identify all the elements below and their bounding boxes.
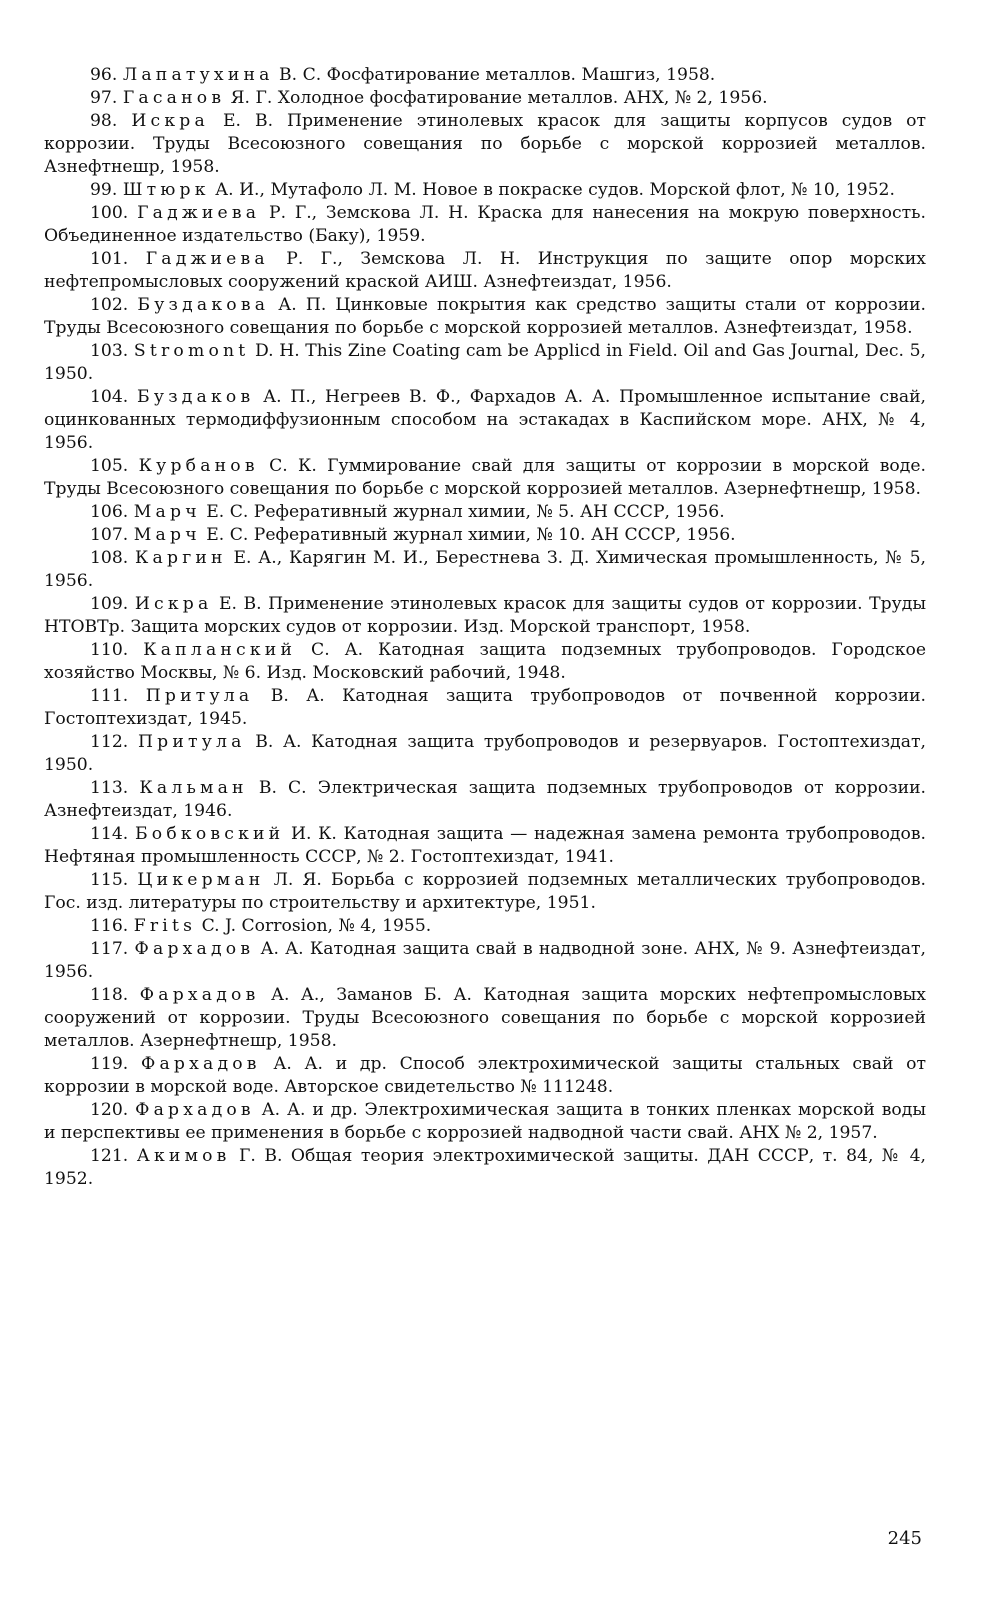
reference-number: 96.	[90, 65, 118, 85]
reference-author: Буздакова	[137, 295, 270, 315]
reference-number: 108.	[90, 548, 129, 568]
reference-text: В. А. Катодная защита трубопроводов и резервуаров. Гостоптехиздат, 1950.	[44, 732, 926, 775]
reference-number: 99.	[90, 180, 118, 200]
reference-text: D. H. This Zine Coating cam be Applicd in Field. Oil and Gas Journal, Dec. 5, 1950.	[44, 341, 926, 384]
reference-text: А. А. Катодная защита свай в надводной зоне. АНХ, № 9. Азнефтеиздат, 1956.	[44, 939, 926, 982]
reference-item	[44, 524, 926, 547]
reference-number: 112.	[90, 732, 129, 752]
reference-number: 114.	[90, 824, 129, 844]
reference-number: 110.	[90, 640, 129, 660]
reference-author: Буздаков	[137, 387, 255, 407]
reference-number: 100.	[90, 203, 129, 223]
reference-number: 104.	[90, 387, 129, 407]
reference-author: Лапатухина	[122, 65, 274, 85]
reference-author: Марч	[133, 525, 201, 545]
reference-number: 102.	[90, 295, 129, 315]
reference-author: Бобковский	[134, 824, 285, 844]
reference-item	[44, 64, 926, 87]
reference-item	[44, 547, 926, 593]
reference-author: Гаджиева	[145, 249, 269, 269]
reference-number: 106.	[90, 502, 129, 522]
reference-text: Е. В. Применение этинолевых красок для защиты судов от коррозии. Труды НТОВТр. Защита морских судов от коррозии. Изд. Морской транспорт, 1958.	[44, 594, 926, 637]
reference-author: Притула	[137, 732, 246, 752]
reference-text: Е. С. Реферативный журнал химии, № 5. АН СССР, 1956.	[200, 502, 725, 522]
reference-number: 105.	[90, 456, 129, 476]
reference-number: 120.	[90, 1100, 129, 1120]
reference-text: Р. Г., Земскова Л. Н. Краска для нанесения на мокрую поверхность. Объединенное издательство (Баку), 1959.	[44, 203, 926, 246]
reference-number: 117.	[90, 939, 129, 959]
reference-text: А. А. и др. Способ электрохимической защиты стальных свай от коррозии в морской воде. Авторское свидетельство № 111248.	[44, 1054, 926, 1097]
reference-item	[44, 984, 926, 1053]
reference-number: 101.	[90, 249, 129, 269]
reference-text: А. П., Негреев В. Ф., Фархадов А. А. Промышленное испытание свай, оцинкованных термодиффузионным способом на эстакадах в Каспийском море. АНХ, № 4, 1956.	[44, 387, 926, 453]
reference-author: Капланский	[143, 640, 297, 660]
reference-author: Искра	[134, 594, 213, 614]
reference-number: 107.	[90, 525, 129, 545]
reference-text: А. П. Цинковые покрытия как средство защиты стали от коррозии. Труды Всесоюзного совещания по борьбе с морской коррозией металлов. Азнефтеиздат, 1958.	[44, 295, 926, 338]
reference-text: C. J. Corrosion, № 4, 1955.	[196, 916, 432, 936]
reference-author: Гаджиева	[137, 203, 261, 223]
reference-author: Акимов	[136, 1146, 231, 1166]
reference-author: Гасанов	[122, 88, 226, 108]
reference-text: А. А., Заманов Б. А. Катодная защита морских нефтепромысловых сооружений от коррозии. Труды Всесоюзного совещания по борьбе с морской коррозией металлов. Азернефтнешр, 1958.	[44, 985, 927, 1051]
reference-text: Р. Г., Земскова Л. Н. Инструкция по защите опор морских нефтепромысловых сооружений краской АИШ. Азнефтеиздат, 1956.	[44, 249, 926, 292]
reference-text: И. К. Катодная защита — надежная замена ремонта трубопроводов. Нефтяная промышленность СССР, № 2. Гостоптехиздат, 1941.	[44, 824, 927, 867]
reference-author: Курбанов	[138, 456, 259, 476]
reference-text: А. И., Мутафоло Л. М. Новое в покраске судов. Морской флот, № 10, 1952.	[209, 180, 895, 200]
reference-author: Каргин	[135, 548, 227, 568]
reference-text: В. С. Электрическая защита подземных трубопроводов от коррозии. Азнефтеиздат, 1946.	[44, 778, 926, 821]
reference-item	[44, 823, 926, 869]
reference-item	[44, 294, 926, 340]
reference-item	[44, 915, 926, 938]
reference-item	[44, 869, 926, 915]
reference-number: 109.	[90, 594, 129, 614]
reference-item	[44, 593, 926, 639]
reference-author: Фархадов	[139, 985, 260, 1005]
reference-author: Stromont	[133, 341, 250, 361]
reference-text: В. С. Фосфатирование металлов. Машгиз, 1958.	[273, 65, 716, 85]
reference-item	[44, 639, 926, 685]
reference-author: Кальман	[139, 778, 248, 798]
reference-number: 116.	[90, 916, 129, 936]
reference-item	[44, 386, 926, 455]
reference-item	[44, 340, 926, 386]
reference-number: 118.	[90, 985, 129, 1005]
reference-item	[44, 777, 926, 823]
reference-item	[44, 87, 926, 110]
reference-number: 98.	[90, 111, 118, 131]
reference-author: Фархадов	[140, 1054, 261, 1074]
reference-number: 113.	[90, 778, 129, 798]
reference-number: 121.	[90, 1146, 129, 1166]
reference-item	[44, 1145, 926, 1191]
reference-author: Фархадов	[134, 939, 255, 959]
reference-author: Фархадов	[135, 1100, 255, 1120]
reference-text: В. А. Катодная защита трубопроводов от почвенной коррозии. Гостоптехиздат, 1945.	[44, 686, 926, 729]
reference-number: 111.	[90, 686, 129, 706]
reference-author: Штюрк	[122, 180, 210, 200]
reference-item	[44, 202, 926, 248]
reference-text: Е. С. Реферативный журнал химии, № 10. АН СССР, 1956.	[200, 525, 736, 545]
reference-text: Е. В. Применение этинолевых красок для защиты корпусов судов от коррозии. Труды Всесоюзного совещания по борьбе с морской коррозией металлов. Азнефтнешр, 1958.	[44, 111, 926, 177]
reference-item	[44, 1053, 926, 1099]
reference-item	[44, 938, 926, 984]
reference-item	[44, 1099, 926, 1145]
reference-item	[44, 685, 926, 731]
reference-item	[44, 179, 926, 202]
reference-number: 103.	[90, 341, 129, 361]
reference-text: Л. Я. Борьба с коррозией подземных металлических трубопроводов. Гос. изд. литературы по строительству и архитектуре, 1951.	[44, 870, 926, 913]
reference-number: 97.	[90, 88, 118, 108]
reference-item	[44, 455, 926, 501]
page-number: 245	[887, 1528, 922, 1549]
reference-text: Я. Г. Холодное фосфатирование металлов. АНХ, № 2, 1956.	[225, 88, 768, 108]
reference-item	[44, 501, 926, 524]
reference-text: Е. А., Карягин М. И., Берестнева З. Д. Химическая промышленность, № 5, 1956.	[44, 548, 926, 591]
reference-item	[44, 731, 926, 777]
reference-author: Притула	[145, 686, 254, 706]
reference-text: С. А. Катодная защита подземных трубопроводов. Городское хозяйство Москвы, № 6. Изд. Московский рабочий, 1948.	[44, 640, 926, 683]
reference-number: 115.	[90, 870, 129, 890]
reference-author: Искра	[131, 111, 209, 131]
reference-item	[44, 248, 926, 294]
reference-author: Frits	[133, 916, 197, 936]
reference-author: Цикерман	[137, 870, 265, 890]
reference-number: 119.	[90, 1054, 129, 1074]
reference-author: Марч	[133, 502, 201, 522]
reference-text: С. К. Гуммирование свай для защиты от коррозии в морской воде. Труды Всесоюзного совещания по борьбе с морской коррозией металлов. Азернефтнешр, 1958.	[44, 456, 926, 499]
reference-text: А. А. и др. Электрохимическая защита в тонких пленках морской воды и перспективы ее применения в борьбе с коррозией надводной части свай. АНХ № 2, 1957.	[44, 1100, 927, 1143]
reference-item	[44, 110, 926, 179]
reference-text: Г. В. Общая теория электрохимической защиты. ДАН СССР, т. 84, № 4, 1952.	[44, 1146, 926, 1189]
reference-list	[44, 64, 926, 1191]
